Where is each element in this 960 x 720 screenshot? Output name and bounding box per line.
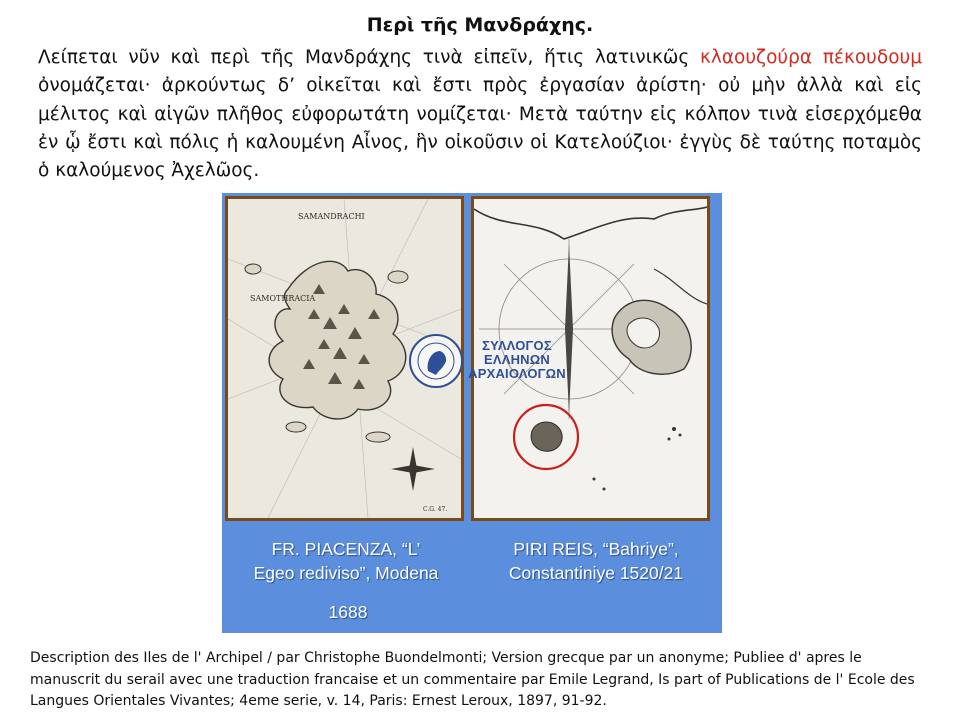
piri-reis-caption-line1: PIRI REIS, “Bahriye”, [513,539,679,559]
piacenza-year: 1688 [328,602,368,622]
latin-term-highlight: κλαουζούρα πέκουδουμ [699,47,922,68]
map-island-label: SAMOTHRACIA [250,294,316,303]
map-page-mark: C.G. 47. [423,506,448,513]
paragraph-text-1: Λείπεται νῦν καὶ περὶ τῆς Μανδράχης τινὰ εἰπεῖν, ἥτις λατινικῶς [38,47,700,68]
watermark-line3: ΑΡΧΑΙΟΛΟΓΩΝ [468,366,566,381]
source-citation: Description des Iles de l' Archipel / par Christophe Buondelmonti; Version grecque par un anonyme; Publiee d' apres le manuscrit du serail avec une traduction francaise et un commentaire par Emile Legrand, Is part of Publications de l' Ecole des Langues Orientales Vivantes; 4eme serie, v. 14, Paris: Ernest Leroux, 1897, 91-92. [30,650,915,709]
piri-reis-caption-line2: Constantiniye 1520/21 [508,563,684,583]
watermark-line1: ΣΥΛΛΟΓΟΣ [482,338,552,353]
piacenza-caption-line2: Egeo rediviso”, Modena [253,563,439,583]
watermark-text [456,339,578,381]
greek-paragraph [38,44,922,185]
piacenza-caption [228,537,464,585]
association-watermark [408,327,578,399]
piri-reis-caption [476,537,716,585]
paragraph-text-2: ὀνομάζεται· ἀρκούντως δ’ οἰκεῖται καὶ ἔστι πρὸς ἐργασίαν ἀρίστη· οὐ μὴν ἀλλὰ καὶ εἰς μέλιτος καὶ αἰγῶν πλῆθος εὐφορωτάτη νομίζεται· Μετὰ ταύτην εἰς κόλπον τινὰ εἰσερχόμεθα ἐν ᾧ ἔστι καὶ πόλις ἡ καλουμένη Αἶνος, ἣν οἰκοῦσιν οἱ Κατελούζιοι· ἐγγὺς δὲ ταύτης ποταμὸς ὁ καλούμενος Ἀχελῶος. [38,75,922,182]
map-top-label: SAMANDRACHI [298,212,365,221]
watermark-line2: ΕΛΛΗΝΩΝ [483,352,550,367]
maps-panel [222,193,722,633]
page-title: Περὶ τῆς Μανδράχης. [366,14,594,36]
piacenza-caption-line1: FR. PIACENZA, “L’ [271,539,421,559]
